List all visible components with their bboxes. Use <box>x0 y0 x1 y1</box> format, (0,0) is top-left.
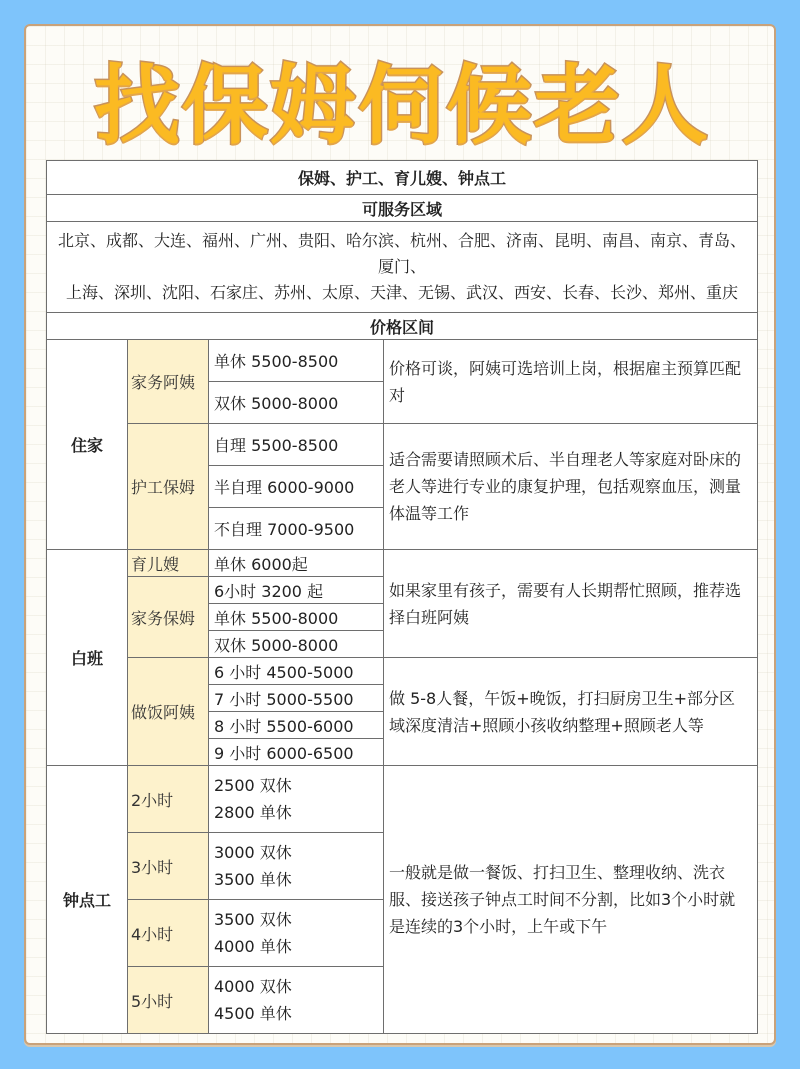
description-cell: 做 5-8人餐，午饭+晚饭，打扫厨房卫生+部分区域深度清洁+照顾小孩收纳整理+照顾老人等 <box>384 658 758 766</box>
price-cell <box>209 833 384 900</box>
table-row <box>47 658 758 685</box>
price-range-header-row <box>47 313 758 340</box>
description-cell: 一般就是做一餐饭、打扫卫生、整理收纳、洗衣服、接送孩子钟点工时间不分割，比如3个小时就是连续的3个小时，上午或下午 <box>384 766 758 1034</box>
price-cell: 9 小时 6000-6500 <box>209 739 384 766</box>
category-cell: 5小时 <box>128 967 209 1034</box>
price-cell <box>209 900 384 967</box>
cities-row <box>47 222 758 313</box>
category-cell: 3小时 <box>128 833 209 900</box>
cities-line-2: 上海、深圳、沈阳、石家庄、苏州、太原、天津、无锡、武汉、西安、长春、长沙、郑州、重庆 <box>66 283 739 302</box>
price-cell: 7 小时 5000-5500 <box>209 685 384 712</box>
table-heading: 保姆、护工、育儿嫂、钟点工 <box>47 161 758 195</box>
cities-list <box>47 222 758 313</box>
price-cell: 双休 5000-8000 <box>209 382 384 424</box>
table-row <box>47 766 758 833</box>
price-line: 3000 双休 <box>214 843 292 862</box>
category-cell: 育儿嫂 <box>128 550 209 577</box>
price-cell: 自理 5500-8500 <box>209 424 384 466</box>
cities-line-1: 北京、成都、大连、福州、广州、贵阳、哈尔滨、杭州、合肥、济南、昆明、南昌、南京、青岛、厦门、 <box>58 231 747 276</box>
table-heading-row <box>47 161 758 195</box>
service-area-label: 可服务区域 <box>47 195 758 222</box>
service-area-header-row <box>47 195 758 222</box>
price-line: 2800 单休 <box>214 803 292 822</box>
description-cell: 价格可谈，阿姨可选培训上岗，根据雇主预算匹配对 <box>384 340 758 424</box>
category-cell: 家务阿姨 <box>128 340 209 424</box>
section-label-hourly: 钟点工 <box>47 766 128 1034</box>
price-line: 4000 双休 <box>214 977 292 996</box>
price-cell: 双休 5000-8000 <box>209 631 384 658</box>
table-row <box>47 550 758 577</box>
price-cell: 8 小时 5500-6000 <box>209 712 384 739</box>
price-line: 3500 双休 <box>214 910 292 929</box>
table-row <box>47 340 758 382</box>
table-row <box>47 424 758 466</box>
category-cell: 2小时 <box>128 766 209 833</box>
price-cell: 单休 5500-8500 <box>209 340 384 382</box>
price-cell: 不自理 7000-9500 <box>209 508 384 550</box>
price-cell: 6 小时 4500-5000 <box>209 658 384 685</box>
pricing-table <box>46 160 758 1034</box>
price-cell <box>209 967 384 1034</box>
poster-card <box>24 24 776 1045</box>
section-label-day-shift: 白班 <box>47 550 128 766</box>
category-cell: 家务保姆 <box>128 577 209 658</box>
price-range-label: 价格区间 <box>47 313 758 340</box>
category-cell: 护工保姆 <box>128 424 209 550</box>
price-line: 4500 单休 <box>214 1004 292 1023</box>
price-cell: 半自理 6000-9000 <box>209 466 384 508</box>
price-line: 2500 双休 <box>214 776 292 795</box>
category-cell: 做饭阿姨 <box>128 658 209 766</box>
price-line: 3500 单休 <box>214 870 292 889</box>
page-title: 找保姆伺候老人 <box>94 56 710 156</box>
price-line: 4000 单休 <box>214 937 292 956</box>
section-label-live-in: 住家 <box>47 340 128 550</box>
price-cell <box>209 766 384 833</box>
price-cell: 单休 6000起 <box>209 550 384 577</box>
category-cell: 4小时 <box>128 900 209 967</box>
description-cell: 适合需要请照顾术后、半自理老人等家庭对卧床的老人等进行专业的康复护理，包括观察血压，测量体温等工作 <box>384 424 758 550</box>
description-cell: 如果家里有孩子，需要有人长期帮忙照顾，推荐选择白班阿姨 <box>384 550 758 658</box>
price-cell: 6小时 3200 起 <box>209 577 384 604</box>
price-cell: 单休 5500-8000 <box>209 604 384 631</box>
